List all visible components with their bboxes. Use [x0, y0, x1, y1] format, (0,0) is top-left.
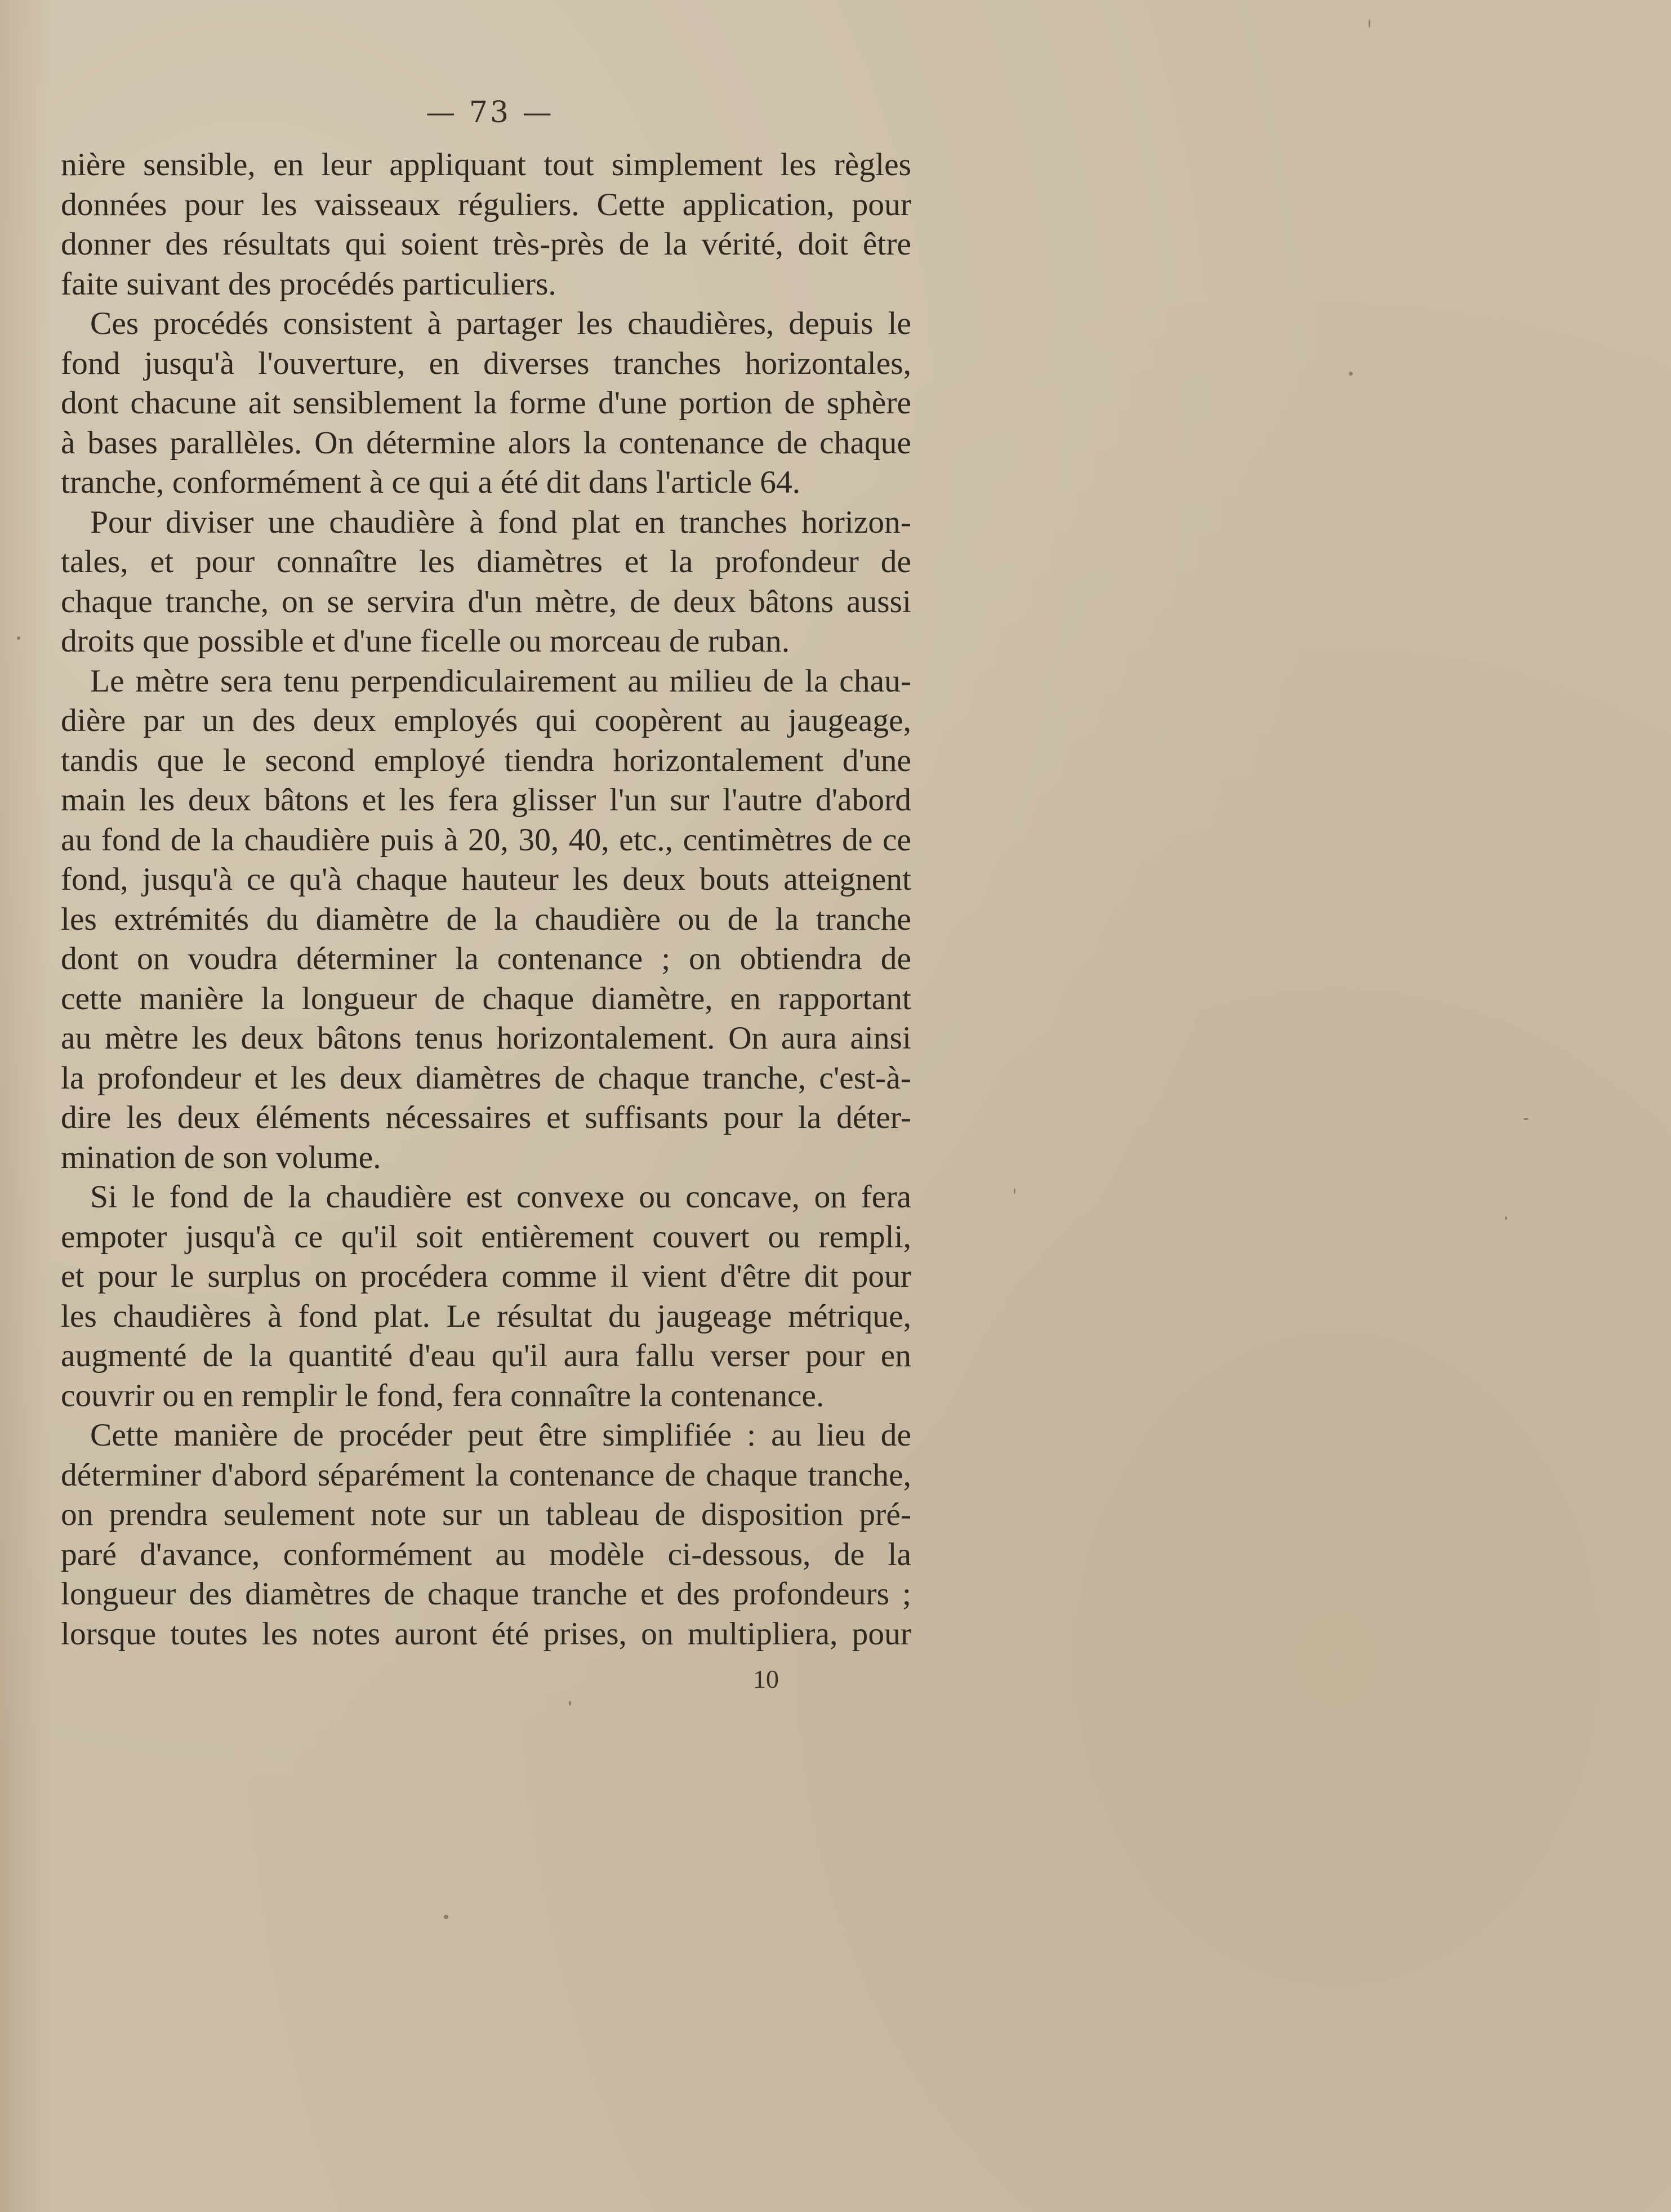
text-line: dire les deux éléments nécessaires et suffisants pour la déter- [61, 1100, 911, 1135]
text-line: droits que possible et d'une ficelle ou morceau de ruban. [61, 623, 790, 659]
page-number-header: — 73 — [426, 96, 554, 130]
text-line: nière sensible, en leur appliquant tout simplement les règles [61, 147, 911, 182]
text-line: données pour les vaisseaux réguliers. Cette application, pour [61, 186, 911, 222]
text-line: déterminer d'abord séparément la contenance de chaque tranche, [61, 1457, 911, 1493]
text-line: dière par un des deux employés qui coopèrent au jaugeage, [61, 703, 911, 738]
text-line: empoter jusqu'à ce qu'il soit entièrement couvert ou rempli, [61, 1219, 911, 1255]
paper-speck [1523, 1118, 1529, 1120]
body-text [61, 145, 911, 1654]
text-line: lorsque toutes les notes auront été prises, on multipliera, pour [61, 1616, 911, 1652]
paper-speck [1505, 1216, 1507, 1220]
paper-speck [444, 1915, 448, 1919]
text-line: tandis que le second employé tiendra horizontalement d'une [61, 742, 911, 778]
text-line: couvrir ou en remplir le fond, fera connaître la contenance. [61, 1377, 825, 1413]
text-line: au fond de la chaudière puis à 20, 30, 40, etc., centimètres de ce [61, 822, 911, 858]
paragraph-start-line: Ces procédés consistent à partager les chaudières, depuis le [90, 306, 911, 341]
text-line: paré d'avance, conformément au modèle ci-dessous, de la [61, 1536, 911, 1572]
text-line: tranche, conformément à ce qui a été dit dans l'article 64. [61, 465, 801, 500]
text-line: fond jusqu'à l'ouverture, en diverses tranches horizontales, [61, 345, 911, 381]
paper-speck [569, 1701, 571, 1706]
paper-speck [1369, 20, 1370, 28]
text-line: dont chacune ait sensiblement la forme d'une portion de sphère [61, 385, 911, 421]
text-line: fond, jusqu'à ce qu'à chaque hauteur les deux bouts atteignent [61, 862, 911, 897]
text-line: et pour le surplus on procédera comme il vient d'être dit pour [61, 1259, 911, 1294]
text-line: tales, et pour connaître les diamètres et la profondeur de [61, 544, 911, 579]
paragraph-start-line: Pour diviser une chaudière à fond plat en tranches horizon- [90, 504, 911, 540]
text-line: longueur des diamètres de chaque tranche et des profondeurs ; [61, 1576, 911, 1612]
text-line: chaque tranche, on se servira d'un mètre, de deux bâtons aussi [61, 583, 911, 619]
text-line: les chaudières à fond plat. Le résultat du jaugeage métrique, [61, 1298, 911, 1334]
paper-speck [1349, 372, 1353, 376]
text-line: main les deux bâtons et les fera glisser l'un sur l'autre d'abord [61, 782, 911, 818]
paragraph-start-line: Cette manière de procéder peut être simplifiée : au lieu de [90, 1417, 911, 1453]
text-line: faite suivant des procédés particuliers. [61, 266, 556, 302]
text-line: augmenté de la quantité d'eau qu'il aura fallu verser pour en [61, 1338, 911, 1373]
paper-speck [17, 636, 20, 640]
text-line: cette manière la longueur de chaque diamètre, en rapportant [61, 980, 911, 1016]
paper-speck [1014, 1188, 1015, 1194]
text-line: dont on voudra déterminer la contenance ; on obtiendra de [61, 941, 911, 976]
text-line: donner des résultats qui soient très-près de la vérité, doit être [61, 226, 911, 262]
text-line: la profondeur et les deux diamètres de chaque tranche, c'est-à- [61, 1060, 911, 1096]
signature-mark: 10 [753, 1665, 779, 1693]
text-line: les extrémités du diamètre de la chaudière ou de la tranche [61, 901, 911, 937]
text-line: au mètre les deux bâtons tenus horizontalement. On aura ainsi [61, 1020, 911, 1056]
text-line: à bases parallèles. On détermine alors la contenance de chaque [61, 425, 911, 461]
text-line: on prendra seulement note sur un tableau de disposition pré- [61, 1497, 911, 1532]
paragraph-start-line: Si le fond de la chaudière est convexe ou concave, on fera [90, 1179, 911, 1215]
paragraph-start-line: Le mètre sera tenu perpendiculairement au milieu de la chau- [90, 663, 911, 699]
text-line: mination de son volume. [61, 1139, 381, 1175]
